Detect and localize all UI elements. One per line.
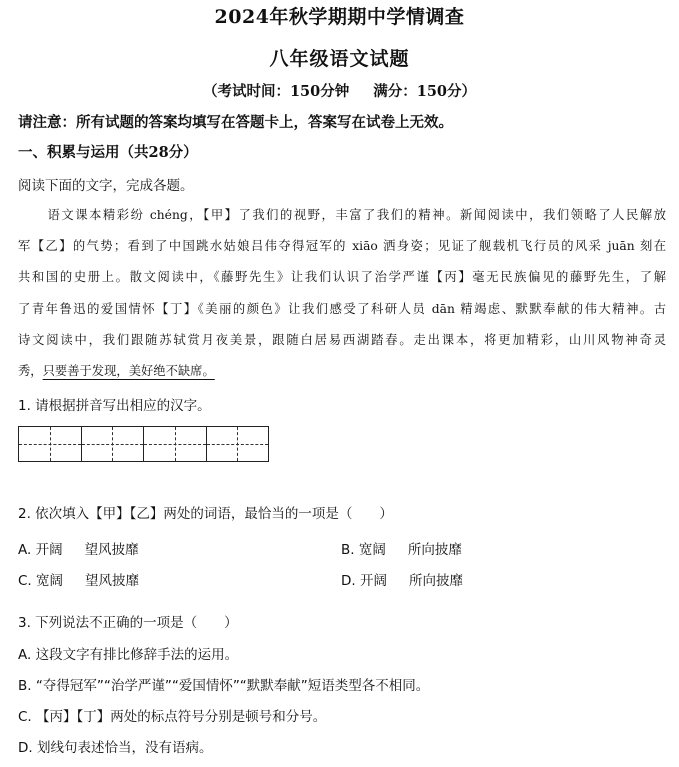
reading-instruction: 阅读下面的文字，完成各题。 bbox=[18, 178, 194, 194]
q3-option-d[interactable]: D. 划线句表述恰当，没有语病。 bbox=[18, 740, 213, 756]
passage-line: 共和国的史册上。散文阅读中，《藤野先生》让我们认识了治学严谨【丙】毫无民族偏见的藤野先生，了解 bbox=[18, 270, 666, 285]
exam-time-score bbox=[0, 80, 679, 101]
q2-option-d[interactable]: D. 开阔 所向披靡 bbox=[341, 573, 463, 589]
exam-title: 2024年秋学期期中学情调查 bbox=[214, 6, 465, 28]
q3-option-b[interactable]: B. “夺得冠军”“治学严谨”“爱国情怀”“默默奉献”短语类型各不相同。 bbox=[18, 678, 430, 694]
underlined-sentence: 只要善于发现，美好绝不缺席。 bbox=[42, 364, 215, 379]
q2-option-b[interactable]: B. 宽阔 所向披靡 bbox=[341, 542, 462, 558]
q3-option-c[interactable]: C. 【丙】【丁】两处的标点符号分别是顿号和分号。 bbox=[18, 709, 327, 725]
passage-line: 秀，只要善于发现，美好绝不缺席。 bbox=[18, 364, 215, 379]
reading-passage bbox=[18, 200, 666, 387]
question-3: 3. 下列说法不正确的一项是（ ） bbox=[18, 615, 238, 631]
answer-cell[interactable] bbox=[207, 427, 269, 461]
q2-option-a[interactable]: A. 开阔 望风披靡 bbox=[18, 542, 139, 558]
answer-cell[interactable] bbox=[19, 427, 82, 461]
answer-cell[interactable] bbox=[82, 427, 145, 461]
q3-option-a[interactable]: A. 这段文字有排比修辞手法的运用。 bbox=[18, 647, 239, 663]
question-2: 2. 依次填入【甲】【乙】两处的词语，最恰当的一项是（ ） bbox=[18, 506, 393, 522]
exam-full-score: 满分：150分） bbox=[373, 83, 477, 100]
q2-option-c[interactable]: C. 宽阔 望风披靡 bbox=[18, 573, 140, 589]
passage-line: 军【乙】的气势；看到了中国跳水姑娘吕伟夺得冠军的 xiāo 洒身姿；见证了舰载机飞行员的风采 juān 刻在 bbox=[18, 239, 666, 254]
passage-line: 了青年鲁迅的爱国情怀【丁】《美丽的颜色》让我们感受了科研人员 dān 精竭虑、默默奉献的伟大精神。古 bbox=[18, 301, 666, 316]
answer-cell[interactable] bbox=[144, 427, 207, 461]
notice: 请注意：所有试题的答案均填写在答题卡上，答案写在试卷上无效。 bbox=[18, 114, 453, 131]
exam-subtitle: 八年级语文试题 bbox=[269, 48, 410, 70]
passage-line: 诗文阅读中，我们跟随苏轼赏月夜美景，跟随白居易西湖踏春。走出课本，将更加精彩，山川风物神奇灵 bbox=[18, 332, 666, 347]
passage-line: 语文课本精彩纷 chéng，【甲】了我们的视野，丰富了我们的精神。新闻阅读中，我们领略了人民解放 bbox=[46, 208, 666, 222]
section-title: 一、积累与运用（共28分） bbox=[18, 144, 198, 161]
question-1: 1. 请根据拼音写出相应的汉字。 bbox=[18, 398, 211, 414]
exam-time: （考试时间：150分钟 bbox=[202, 83, 350, 100]
answer-grid[interactable] bbox=[18, 426, 269, 462]
